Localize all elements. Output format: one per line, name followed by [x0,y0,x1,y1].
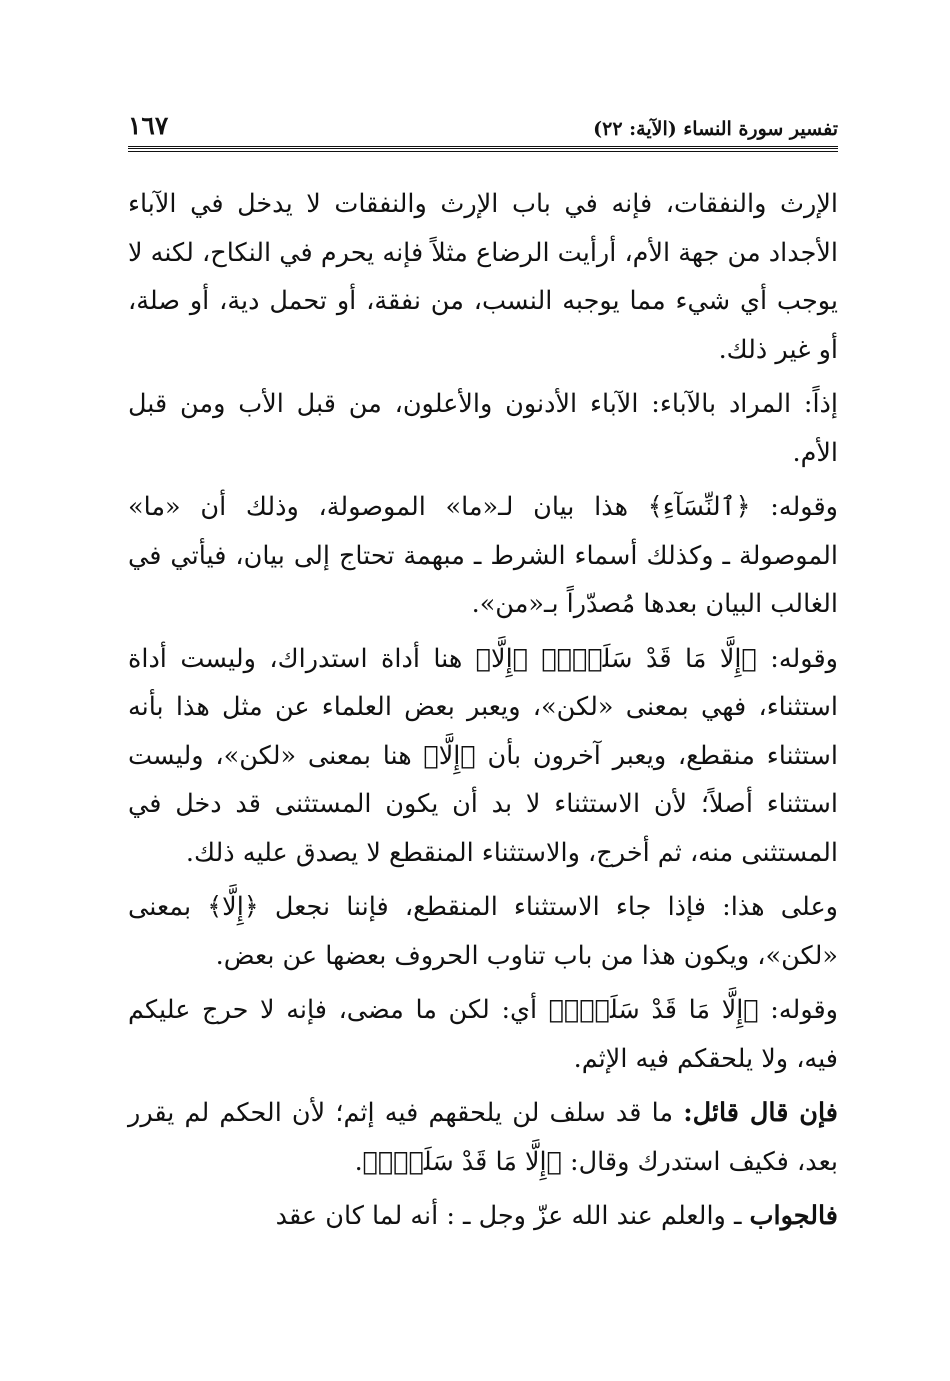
paragraph-text: وقوله: ﴿ٱلنِّسَآءِ﴾ هذا بيان لـ«ما» الموصولة، وذلك أن «ما» الموصولة ـ وكذلك أسماء الشرط ـ مبهمة تحتاج إلى بيان، فيأتي في الغالب البيان بعدها مُصدّراً بـ«من». [128,492,838,619]
paragraph-text: إذاً: المراد بالآباء: الآباء الأدنون والأعلون، من قبل الأب ومن قبل الأم. [128,389,838,468]
body-text [128,180,838,1241]
paragraph-text: وقوله: ﴿إِلَّا مَا قَدْ سَلَفَۚ﴾ أي: لكن ما مضى، فإنه لا حرج عليكم فيه، ولا يلحقكم فيه الإثم. [128,995,838,1074]
header-rule [128,146,838,152]
header-title: تفسير سورة النساء (الآية: ٢٢) [593,118,838,140]
paragraph [128,1192,838,1241]
paragraph [128,180,838,374]
paragraph [128,883,838,980]
paragraph-text: ما قد سلف لن يلحقهم فيه إثم؛ لأن الحكم لم يقرر بعد، فكيف استدرك وقال: ﴿إِلَّا مَا قَدْ سَلَفَۚ﴾. [128,1098,838,1177]
paragraph [128,483,838,629]
paragraph-text: ـ والعلم عند الله عزّ وجل ـ : أنه لما كان عقد [275,1201,750,1231]
paragraph-lead: فإن قال قائل: [683,1098,838,1128]
paragraph [128,380,838,477]
book-page [128,96,838,1247]
paragraph-text: وقوله: ﴿إِلَّا مَا قَدْ سَلَفَۚ﴾ ﴿إِلَّا﴾ هنا أداة استدراك، وليست أداة استثناء، فهي بمعنى «لكن»، ويعبر بعض العلماء عن مثل هذا بأنه استثناء منقطع، ويعبر آخرون بأن ﴿إِلَّا﴾ هنا بمعنى «لكن»، وليست استثناء أصلاً؛ لأن الاستثناء لا بد أن يكون المستثنى قد دخل في المستثنى منه، ثم أخرج، والاستثناء المنقطع لا يصدق عليه ذلك. [128,643,838,868]
paragraph [128,1089,838,1186]
paragraph-text: وعلى هذا: فإذا جاء الاستثناء المنقطع، فإننا نجعل ﴿إِلَّا﴾ بمعنى «لكن»، ويكون هذا من باب تناوب الحروف بعضها عن بعض. [128,892,838,971]
running-header [128,96,838,140]
paragraph-lead: فالجواب [749,1201,838,1231]
paragraph-text: الإرث والنفقات، فإنه في باب الإرث والنفقات لا يدخل في الآباء الأجداد من جهة الأم، أرأيت الرضاع مثلاً فإنه يحرم في النكاح، لكنه لا يوجب أي شيء مما يوجبه النسب، من نفقة، أو تحمل دية، أو صلة، أو غير ذلك. [128,189,838,365]
paragraph [128,986,838,1083]
paragraph [128,635,838,878]
page-number: ١٦٧ [128,111,169,140]
